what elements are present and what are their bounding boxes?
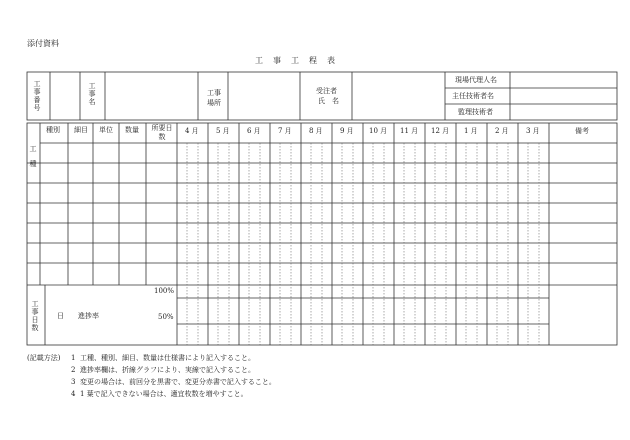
column-header-unit: 単位 <box>99 126 113 134</box>
month-header-2: 2 月 <box>495 127 509 135</box>
note-row <box>27 364 276 376</box>
note-text: 工種、種別、細目、数量は仕様書により記入すること。 <box>80 354 255 362</box>
month-header-3: 3 月 <box>526 127 540 135</box>
remarks-header: 備考 <box>575 127 589 135</box>
note-text: 進捗率欄は、折線グラフにより、実線で記入すること。 <box>80 366 255 374</box>
note-number: 1 <box>71 354 76 362</box>
site-agent-label: 現場代理人名 <box>455 76 497 84</box>
month-header-10: 10 月 <box>369 127 388 135</box>
month-header-5: 5 月 <box>216 127 230 135</box>
construction-name-label: 工事名 <box>88 82 96 106</box>
note-text: 変更の場合は、前回分を黒書で、変更分赤書で記入すること。 <box>80 378 276 386</box>
construction-site-label: 工事場所 <box>207 89 221 107</box>
note-number: 4 <box>71 390 76 398</box>
progress-100-label: 100% <box>154 287 175 295</box>
attachment-label: 添付資料 <box>27 39 59 48</box>
day-label: 日 <box>57 312 64 320</box>
notes-section <box>27 352 276 400</box>
month-header-12: 12 月 <box>431 127 450 135</box>
column-header-type: 種別 <box>46 126 60 134</box>
notes-label: (記載方法) <box>27 354 61 362</box>
contractor-name-label: 氏 名 <box>318 97 339 105</box>
column-header-quantity: 数量 <box>125 126 139 134</box>
month-header-1: 1 月 <box>464 127 478 135</box>
supervising-engineer-label: 監理技術者 <box>458 108 493 116</box>
work-type-side-label: 工種 <box>29 145 37 175</box>
month-header-11: 11 月 <box>400 127 419 135</box>
construction-days-label: 工事日数 <box>31 300 39 332</box>
note-row <box>27 376 276 388</box>
column-header-detail: 細目 <box>74 126 88 134</box>
page-title: 工 事 工 程 表 <box>255 56 336 65</box>
note-row <box>27 352 276 364</box>
contractor-label: 受注者 <box>316 87 337 95</box>
construction-number-label: 工事番号 <box>33 80 41 112</box>
progress-50-label: 50% <box>158 313 174 321</box>
column-header-required-days: 所要日数 <box>151 124 173 141</box>
note-row <box>27 388 276 400</box>
note-text: 1 葉で記入できない場合は、適宜枚数を増やすこと。 <box>80 390 248 398</box>
progress-label: 進捗率 <box>78 312 99 320</box>
month-header-7: 7 月 <box>278 127 292 135</box>
month-header-8: 8 月 <box>309 127 323 135</box>
month-header-4: 4 月 <box>185 127 199 135</box>
note-number: 3 <box>71 378 76 386</box>
month-header-6: 6 月 <box>247 127 261 135</box>
month-header-9: 9 月 <box>340 127 354 135</box>
note-number: 2 <box>71 366 76 374</box>
chief-engineer-label: 主任技術者名 <box>452 92 494 100</box>
